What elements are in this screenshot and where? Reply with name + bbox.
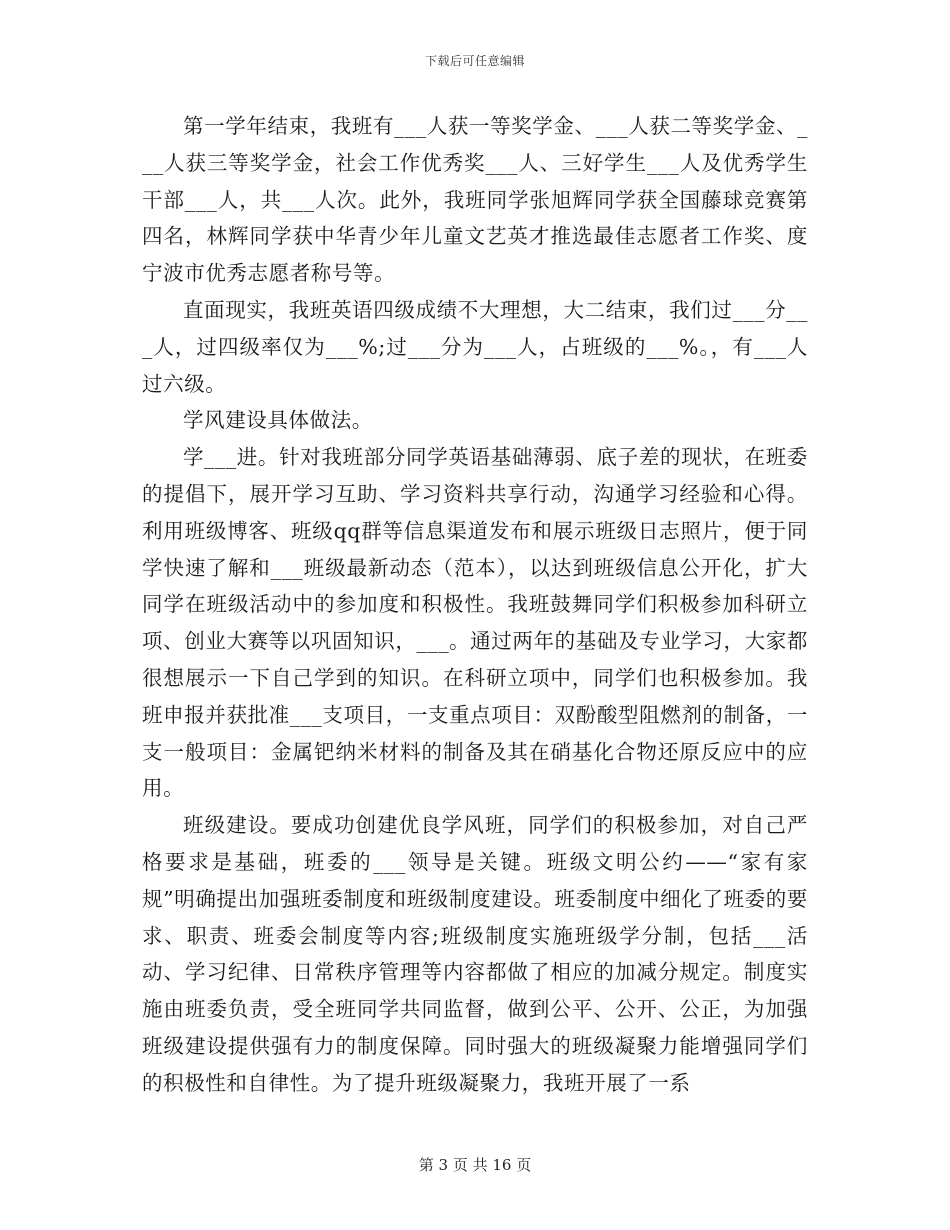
- paragraph-scholarship-results: 第一学年结束，我班有___人获一等奖学金、___人获二等奖学金、___人获三等奖学金，社会工作优秀奖___人、三好学生___人及优秀学生干部___人，共___人次。此外，我班同学张旭辉同学获全国藤球竞赛第四名，林辉同学获中华青少年儿童文艺英才推选最佳志愿者工作奖、度宁波市优秀志愿者称号等。: [142, 114, 808, 286]
- document-body: [142, 108, 808, 1102]
- page-header: 下载后可任意编辑: [424, 54, 525, 68]
- paragraph-study-progress: 学___进。针对我班部分同学英语基础薄弱、底子差的现状，在班委的提倡下，展开学习互助、学习资料共享行动，沟通学习经验和心得。利用班级博客、班级qq群等信息渠道发布和展示班级日志照片，便于同学快速了解和___班级最新动态（范本），以达到班级信息公开化，扩大同学在班级活动中的参加度和积极性。我班鼓舞同学们积极参加科研立项、创业大赛等以巩固知识，___。通过两年的基础及专业学习，大家都很想展示一下自己学到的知识。在科研立项中，同学们也积极参加。我班申报并获批准___支项目，一支重点项目：双酚酸型阻燃剂的制备，一支一般项目：金属钯纳米材料的制备及其在硝基化合物还原反应中的应用。: [142, 445, 808, 801]
- page-footer: 第 3 页 共 16 页: [418, 1156, 532, 1174]
- paragraph-study-methods-heading: 学风建设具体做法。: [183, 408, 373, 433]
- paragraph-english-exam: 直面现实，我班英语四级成绩不大理想，大二结束，我们过___分___人，过四级率仅为___%;过___分为___人，占班级的___%。，有___人过六级。: [142, 297, 808, 396]
- paragraph-class-building: 班级建设。要成功创建优良学风班，同学们的积极参加，对自己严格要求是基础，班委的___领导是关键。班级文明公约——“家有家规”明确提出加强班委制度和班级制度建设。班委制度中细化了班委的要求、职责、班委会制度等内容;班级制度实施班级学分制，包括___活动、学习纪律、日常秩序管理等内容都做了相应的加减分规定。制度实施由班委负责，受全班同学共同监督，做到公平、公开、公正，为加强班级建设提供强有力的制度保障。同时强大的班级凝聚力能增强同学们的积极性和自律性。为了提升班级凝聚力，我班开展了一系: [142, 813, 808, 1095]
